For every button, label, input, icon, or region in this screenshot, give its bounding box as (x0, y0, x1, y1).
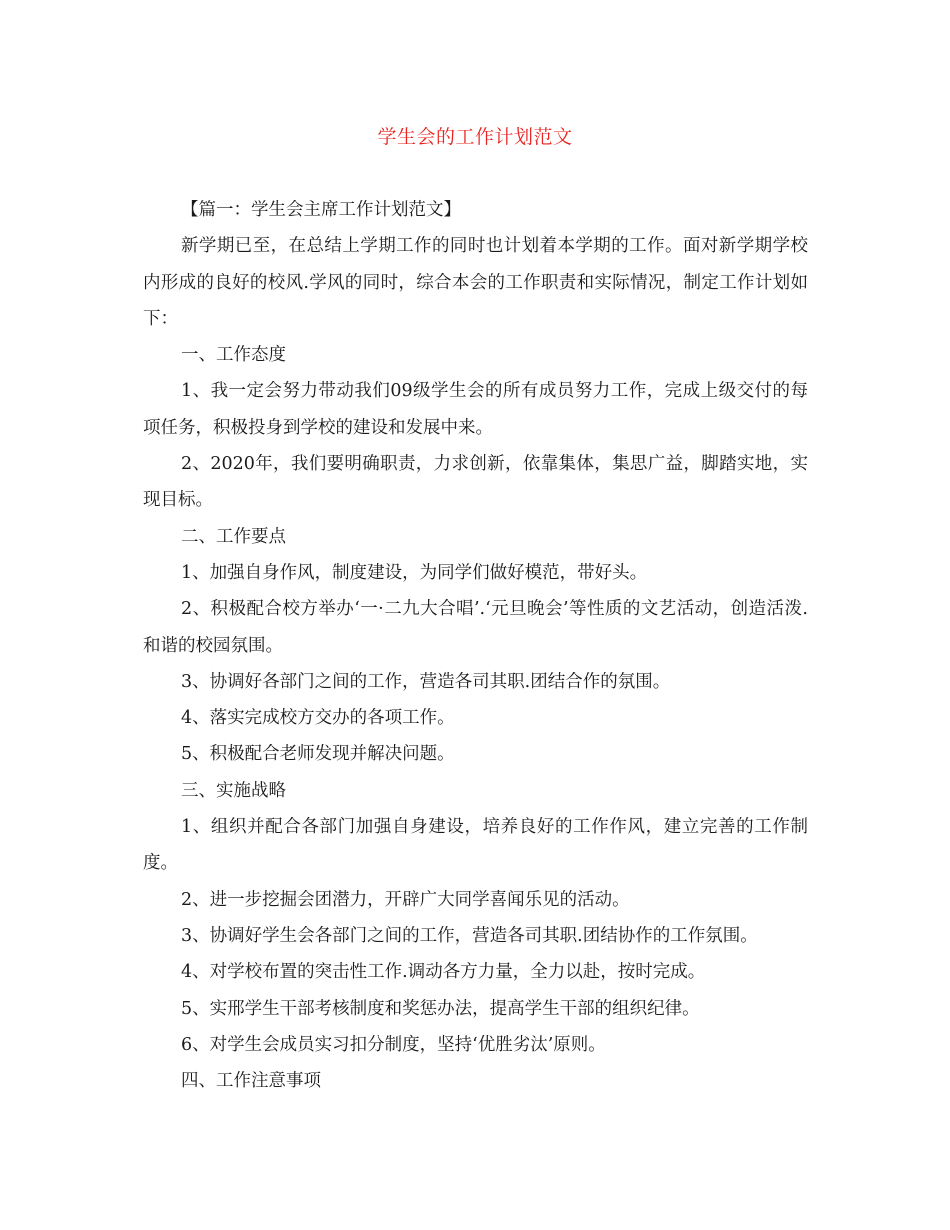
paragraph: 1、我一定会努力带动我们09级学生会的所有成员努力工作，完成上级交付的每项任务，积极投身到学校的建设和发展中来。 (143, 381, 808, 438)
section-heading: 一、工作态度 (181, 345, 286, 366)
paragraph: 2、进一步挖掘会团潜力，开辟广大同学喜闻乐见的活动。 (181, 889, 630, 910)
paragraph: 3、协调好学生会各部门之间的工作，营造各司其职.团结协作的工作氛围。 (181, 925, 758, 946)
paragraph: 3、协调好各部门之间的工作，营造各司其职.团结合作的氛围。 (181, 671, 671, 692)
section-heading: 三、实施战略 (181, 780, 286, 801)
paragraph: 6、对学生会成员实习扣分制度，坚持‘优胜劣汰’原则。 (181, 1034, 606, 1055)
paragraph: 4、对学校布置的突击性工作.调动各方力量，全力以赴，按时完成。 (181, 962, 706, 983)
paragraph: 5、实邢学生干部考核制度和奖惩办法，提高学生干部的组织纪律。 (181, 998, 700, 1019)
section-heading: 【篇一：学生会主席工作计划范文】 (181, 200, 461, 220)
section-heading: 四、工作注意事项 (181, 1071, 321, 1092)
paragraph: 1、组织并配合各部门加强自身建设，培养良好的工作作风，建立完善的工作制度。 (143, 817, 808, 874)
section-heading: 二、工作要点 (181, 526, 286, 547)
document-title: 学生会的工作计划范文 (377, 126, 573, 148)
paragraph: 2、积极配合校方举办‘一·二九大合唱’.‘元旦晚会’等性质的文艺活动，创造活泼.和谐的校园氛围。 (143, 599, 808, 656)
paragraph: 新学期已至，在总结上学期工作的同时也计划着本学期的工作。面对新学期学校内形成的良好的校风.学风的同时，综合本会的工作职责和实际情况，制定工作计划如下： (143, 236, 808, 329)
paragraph: 2、2020年，我们要明确职责，力求创新，依靠集体，集思广益，脚踏实地，实现目标。 (143, 454, 808, 511)
paragraph: 1、加强自身作风，制度建设，为同学们做好模范，带好头。 (181, 562, 648, 583)
document-body (143, 192, 808, 1099)
paragraph: 5、积极配合老师发现并解决问题。 (181, 744, 455, 765)
paragraph: 4、落实完成校方交办的各项工作。 (181, 708, 455, 729)
